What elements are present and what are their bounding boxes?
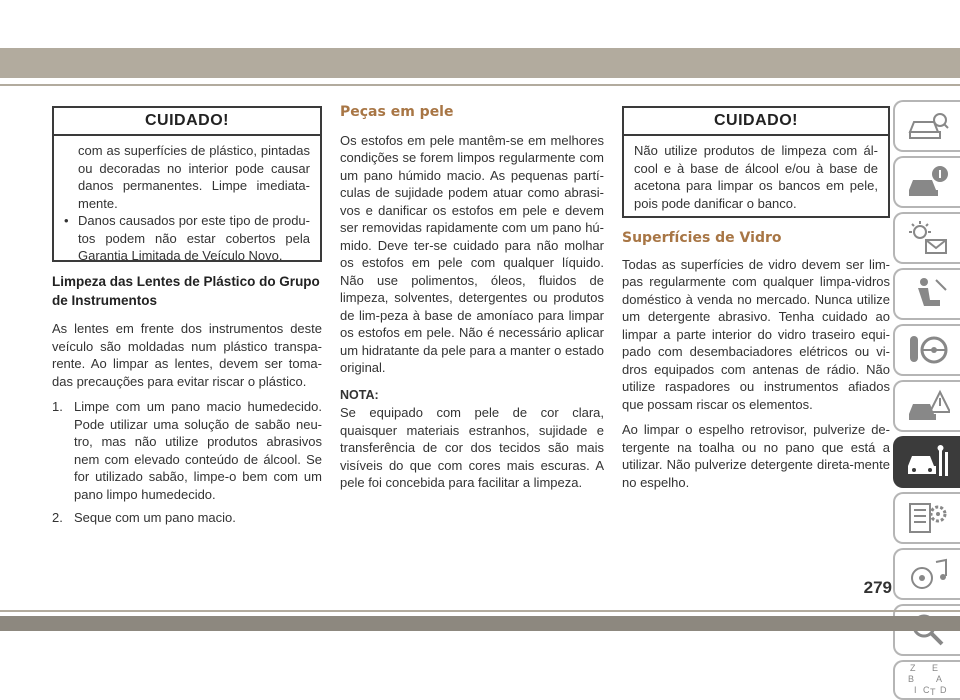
warning-light-message-icon (906, 220, 950, 256)
index-letter: A (935, 674, 942, 684)
header-band (0, 48, 960, 78)
index-letter: C (922, 685, 929, 695)
list-item (52, 509, 322, 527)
car-wrench-icon (906, 444, 950, 480)
car-info-icon (906, 164, 950, 200)
caution-bullet-text: Danos causados por este tipo de produ-tos podem não estar cobertos pela Garantia Limitada de Veículo Novo. (78, 213, 310, 263)
note-title: NOTA: (340, 387, 379, 402)
list-item (52, 398, 322, 503)
heading-instrument-lens: Limpeza das Lentes de Plástico do Grupo de Instrumentos (52, 274, 320, 308)
step-number: 1. (52, 399, 63, 414)
tab-servicing-maintenance[interactable] (893, 436, 960, 488)
index-letter: Z (909, 663, 915, 673)
section-title-leather: Peças em pele (340, 104, 454, 120)
paragraph-leather: Os estofos em pele mantêm-se em melhores condições se forem limpos regularmente com um pano húmido macio. As pequenas partí-culas de sujidade podem atuar como abrasi-vos e danificar os estofos em pele e devem ser removidas rapidamente com um pano hú-mido. Deve ter-se cuidado para não molhar os estofos em pele com qualquer líquido. Não use polimentos, óleos, fluidos de limpeza, solventes, detergentes ou produtos de lim-peza à base de amoníaco para limpar os estofos em pele. Não é necessário aplicar um hidratante da pele para a manter o estado original. (340, 132, 604, 375)
tab-warning-lights[interactable] (893, 212, 960, 264)
tab-starting-driving[interactable] (893, 324, 960, 376)
tab-safety[interactable] (893, 268, 960, 320)
bullet-symbol: • (64, 213, 69, 228)
tab-index[interactable] (893, 660, 960, 700)
caution-body (54, 136, 320, 273)
page-number: 279 (863, 578, 892, 597)
paragraph-glass-1: Todas as superfícies de vidro devem ser lim-pas regularmente com qualquer limpa-vidros doméstico à venda no mercado. Nunca utilize um detergente abrasivo. Tenha cuidado ao limpar a parte interior do vidro traseiro equi-pado com desembaciadores elétricos ou vi-dros equipados com antenas de rádio. Não utilize raspadores ou instrumentos afiados que possam riscar os elementos. (622, 256, 890, 412)
tab-car-info[interactable] (893, 156, 960, 208)
seat-airbag-icon (906, 276, 950, 312)
caution-box-leather (622, 106, 890, 218)
column-2-content (340, 104, 604, 492)
index-letter: T (929, 687, 935, 697)
tab-multimedia[interactable] (893, 548, 960, 600)
index-letter: I (913, 685, 917, 695)
section-title-glass: Superfícies de Vidro (622, 230, 782, 246)
paragraph-lens: As lentes em frente dos instrumentos deste veículo são moldadas num plástico transpa-rente. Ao limpar as lentes, devem ser toma-das precauções para evitar riscar o plástico. (52, 321, 322, 389)
caution-box-plastic (52, 106, 322, 262)
step-text: Seque com um pano macio. (74, 510, 236, 525)
note-text: Se equipado com pele de cor clara, quaisquer materiais estranhos, sujidade e transferência de cor dos tecidos são mais visíveis do que com cores mais escuras. A pele foi concebida para facilitar a limpeza. (340, 405, 604, 490)
tab-car-search[interactable] (893, 100, 960, 152)
index-letter: E (931, 663, 938, 673)
specifications-gear-icon (906, 500, 950, 536)
car-search-icon (906, 108, 950, 144)
step-number: 2. (52, 510, 63, 525)
alphabet-index-icon (906, 662, 950, 698)
index-letter: D (939, 685, 946, 695)
index-letter: B (907, 674, 914, 684)
car-hazard-icon (906, 388, 950, 424)
key-steering-wheel-icon (906, 332, 950, 368)
caution-title: CUIDADO! (54, 108, 320, 136)
footer-band (0, 616, 960, 631)
step-text: Limpe com um pano macio humedecido. Pode utilizar uma solução de sabão neu-tro, mas não utilize produtos abrasivos nem com elevado conteúdo de álcool. Se for utilizado sabão, limpe-o bem com um pano limpo humedecido. (74, 399, 322, 502)
column-1-content (52, 272, 322, 527)
caution-text: Não utilize produtos de limpeza com ál-cool e à base de álcool e/ou à base de acetona para limpar os bancos em pele, pois pode danificar o banco. (634, 143, 878, 211)
caution-title: CUIDADO! (624, 108, 888, 136)
tab-emergency[interactable] (893, 380, 960, 432)
caution-bullet-item (64, 212, 310, 265)
header-rule (0, 84, 960, 86)
caution-text: com as superfícies de plástico, pintadas ou decoradas no interior pode causar danos permanentes. Limpe imediata-mente. (78, 143, 310, 211)
column-3-content (622, 230, 890, 491)
tab-specifications[interactable] (893, 492, 960, 544)
paragraph-glass-2: Ao limpar o espelho retrovisor, pulverize de-tergente na toalha ou no pano que está a utilizar. Não pulverize detergente direta-mente no espelho. (622, 422, 890, 490)
multimedia-music-icon (906, 556, 950, 592)
